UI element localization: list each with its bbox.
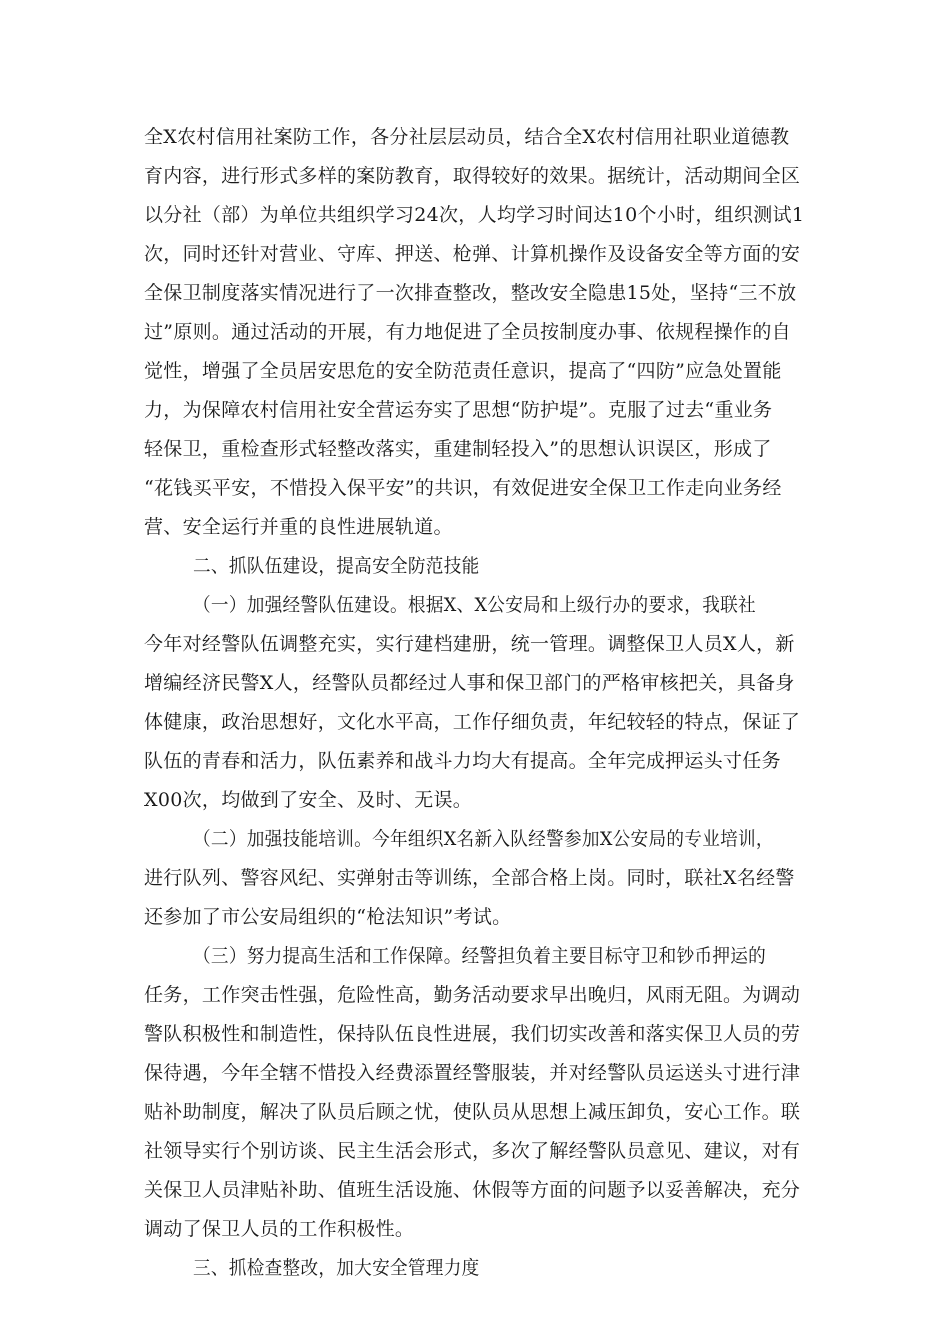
section-heading: 二、抓队伍建设，提高安全防范技能 bbox=[193, 555, 480, 577]
text-line: 关保卫人员津贴补助、值班生活设施、休假等方面的问题予以妥善解决，充分 bbox=[144, 1179, 801, 1201]
text-line: 体健康，政治思想好，文化水平高，工作仔细负责，年纪较轻的特点，保证了 bbox=[144, 711, 801, 733]
text-line: 进行队列、警容风纪、实弹射击等训练，全部合格上岗。同时，联社X名经警 bbox=[144, 867, 795, 889]
text-line: X00次，均做到了安全、及时、无误。 bbox=[144, 789, 473, 811]
text-line: 社领导实行个别访谈、民主生活会形式，多次了解经警队员意见、建议，对有 bbox=[144, 1140, 801, 1162]
text-line: 育内容，进行形式多样的案防教育，取得较好的效果。据统计，活动期间全区 bbox=[144, 165, 801, 187]
text-line: 全保卫制度落实情况进行了一次排查整改，整改安全隐患15处，坚持“三不放 bbox=[144, 282, 797, 304]
text-line: “花钱买平安，不惜投入保平安”的共识，有效促进安全保卫工作走向业务经 bbox=[144, 477, 782, 499]
text-line: 增编经济民警X人，经警队员都经过人事和保卫部门的严格审核把关，具备身 bbox=[144, 672, 795, 694]
text-line: 轻保卫，重检查形式轻整改落实，重建制轻投入”的思想认识误区，形成了 bbox=[144, 438, 772, 460]
text-line: 过”原则。通过活动的开展，有力地促进了全员按制度办事、依规程操作的自 bbox=[144, 321, 791, 343]
text-line: 贴补助制度，解决了队员后顾之忧，使队员从思想上减压卸负，安心工作。联 bbox=[144, 1101, 801, 1123]
text-line: 营、安全运行并重的良性进展轨道。 bbox=[144, 516, 453, 538]
text-line: 今年对经警队伍调整充实，实行建档建册，统一管理。调整保卫人员X人，新 bbox=[144, 633, 795, 655]
text-line: 以分社（部）为单位共组织学习24次，人均学习时间达10个小时，组织测试1 bbox=[144, 204, 805, 226]
text-line: 觉性，增强了全员居安思危的安全防范责任意识，提高了“四防”应急处置能 bbox=[144, 360, 782, 382]
text-line: （一）加强经警队伍建设。根据X、X公安局和上级行办的要求，我联社 bbox=[193, 594, 756, 616]
text-line: 任务，工作突击性强，危险性高，勤务活动要求早出晚归，风雨无阻。为调动 bbox=[144, 984, 801, 1006]
text-line: （三）努力提高生活和工作保障。经警担负着主要目标守卫和钞币押运的 bbox=[193, 945, 767, 967]
text-line: 次，同时还针对营业、守库、押送、枪弹、计算机操作及设备安全等方面的安 bbox=[144, 243, 801, 265]
text-line: 队伍的青春和活力，队伍素养和战斗力均大有提高。全年完成押运头寸任务 bbox=[144, 750, 781, 772]
text-line: 保待遇，今年全辖不惜投入经费添置经警服装，并对经警队员运送头寸进行津 bbox=[144, 1062, 801, 1084]
text-line: 还参加了市公安局组织的“枪法知识”考试。 bbox=[144, 906, 512, 928]
text-line: 调动了保卫人员的工作积极性。 bbox=[144, 1218, 415, 1240]
section-heading: 三、抓检查整改，加大安全管理力度 bbox=[193, 1257, 480, 1279]
text-line: 力，为保障农村信用社安全营运夯实了思想“防护堤”。克服了过去“重业务 bbox=[144, 399, 773, 421]
text-line: （二）加强技能培训。今年组织X名新入队经警参加X公安局的专业培训， bbox=[193, 828, 774, 850]
text-line: 全X农村信用社案防工作，各分社层层动员，结合全X农村信用社职业道德教 bbox=[144, 126, 790, 148]
text-line: 警队积极性和制造性，保持队伍良性进展，我们切实改善和落实保卫人员的劳 bbox=[144, 1023, 801, 1045]
